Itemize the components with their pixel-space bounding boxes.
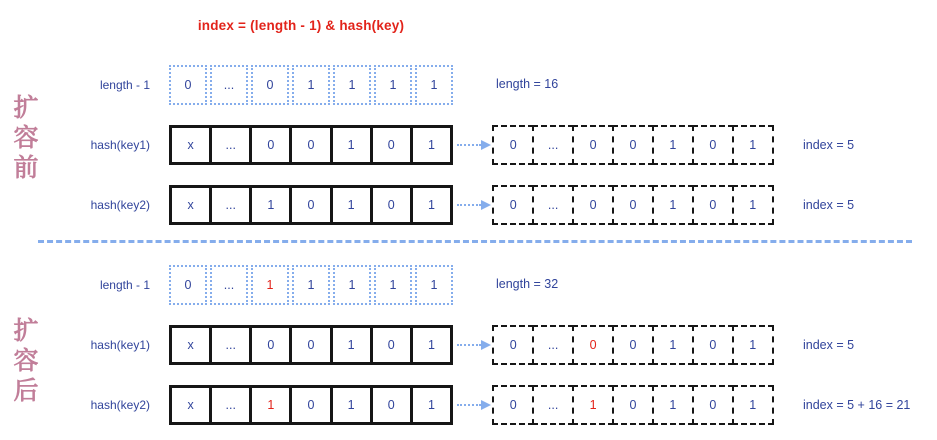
section-label-before-resize: 扩容前 — [13, 94, 39, 182]
dotted-arrow-icon — [457, 144, 481, 146]
bit-cell: 1 — [330, 325, 373, 365]
row-label-hash-key1: hash(key1) — [90, 338, 150, 352]
bit-cell: ... — [209, 325, 252, 365]
row-label-length-minus-1: length - 1 — [99, 278, 150, 292]
bit-cell: 1 — [249, 385, 292, 425]
bit-cell: 0 — [612, 125, 654, 165]
bit-row-hash-key1-after — [169, 325, 453, 365]
bit-cell: 0 — [692, 325, 734, 365]
bit-cell: 1 — [572, 385, 614, 425]
row-label-hash-key2: hash(key2) — [90, 398, 150, 412]
bit-cell: x — [169, 185, 212, 225]
index-result-label: index = 5 — [803, 138, 855, 152]
index-result-label: index = 5 + 16 = 21 — [803, 398, 911, 412]
bit-cell: ... — [210, 65, 248, 105]
result-row-hash-key2-after — [492, 385, 774, 425]
bit-cell: 1 — [732, 385, 774, 425]
bit-cell: 1 — [732, 125, 774, 165]
bit-cell: 0 — [169, 265, 207, 305]
bit-cell: 1 — [333, 265, 371, 305]
bit-cell: ... — [210, 265, 248, 305]
bit-cell: 0 — [572, 125, 614, 165]
bit-cell: 0 — [249, 325, 292, 365]
bit-cell: 0 — [289, 125, 332, 165]
bit-cell: x — [169, 325, 212, 365]
result-row-hash-key1-after — [492, 325, 774, 365]
bit-cell: ... — [209, 385, 252, 425]
bit-cell: 0 — [492, 385, 534, 425]
bit-cell: 1 — [292, 65, 330, 105]
bit-cell: 1 — [652, 325, 694, 365]
bit-cell: 1 — [249, 185, 292, 225]
result-row-hash-key1-before — [492, 125, 774, 165]
section-divider — [38, 240, 912, 243]
bit-cell: ... — [532, 125, 574, 165]
bit-cell: 1 — [410, 125, 453, 165]
bit-cell: ... — [209, 125, 252, 165]
formula-title: index = (length - 1) & hash(key) — [197, 18, 405, 33]
bit-cell: 0 — [289, 185, 332, 225]
bit-cell: 0 — [572, 325, 614, 365]
row-label-hash-key2: hash(key2) — [90, 198, 150, 212]
bit-cell: 0 — [249, 125, 292, 165]
bit-cell: 1 — [415, 65, 453, 105]
bit-cell: 1 — [330, 185, 373, 225]
bit-cell: ... — [532, 185, 574, 225]
bit-row-hash-key2-after — [169, 385, 453, 425]
bit-cell: 0 — [692, 385, 734, 425]
section-label-after-resize: 扩容后 — [13, 317, 39, 405]
bit-cell: 0 — [612, 385, 654, 425]
bit-cell: 0 — [492, 185, 534, 225]
bit-cell: 0 — [169, 65, 207, 105]
bit-cell: 1 — [410, 385, 453, 425]
dotted-arrow-icon — [457, 344, 481, 346]
bit-cell: 0 — [370, 125, 413, 165]
length-value-label: length = 16 — [496, 77, 559, 91]
bit-cell: 1 — [251, 265, 289, 305]
bit-cell: 1 — [652, 385, 694, 425]
bit-cell: ... — [209, 185, 252, 225]
bit-cell: 1 — [330, 385, 373, 425]
result-row-hash-key2-before — [492, 185, 774, 225]
bit-cell: x — [169, 125, 212, 165]
bit-cell: 0 — [289, 325, 332, 365]
bit-cell: 1 — [732, 185, 774, 225]
bit-cell: 0 — [492, 125, 534, 165]
bit-cell: 1 — [374, 265, 412, 305]
bit-cell: 1 — [652, 125, 694, 165]
bit-cell: 0 — [692, 125, 734, 165]
row-label-hash-key1: hash(key1) — [90, 138, 150, 152]
bit-cell: 0 — [572, 185, 614, 225]
dotted-arrow-icon — [457, 404, 481, 406]
bit-cell: 1 — [292, 265, 330, 305]
bit-cell: x — [169, 385, 212, 425]
bit-cell: 0 — [251, 65, 289, 105]
bit-cell: 1 — [415, 265, 453, 305]
bit-cell: 0 — [289, 385, 332, 425]
bit-cell: 1 — [330, 125, 373, 165]
bit-cell: ... — [532, 385, 574, 425]
bit-cell: 0 — [370, 385, 413, 425]
index-result-label: index = 5 — [803, 198, 855, 212]
bit-cell: 1 — [652, 185, 694, 225]
bit-cell: 1 — [732, 325, 774, 365]
bit-cell: 0 — [370, 185, 413, 225]
index-result-label: index = 5 — [803, 338, 855, 352]
bit-cell: ... — [532, 325, 574, 365]
bit-row-length-minus-1-after — [169, 265, 453, 305]
bit-cell: 0 — [692, 185, 734, 225]
bit-cell: 1 — [410, 325, 453, 365]
length-value-label: length = 32 — [496, 277, 559, 291]
bit-cell: 1 — [410, 185, 453, 225]
bit-cell: 0 — [492, 325, 534, 365]
bit-row-length-minus-1-before — [169, 65, 453, 105]
bit-cell: 0 — [612, 325, 654, 365]
row-label-length-minus-1: length - 1 — [99, 78, 150, 92]
bit-cell: 0 — [370, 325, 413, 365]
bit-cell: 1 — [333, 65, 371, 105]
bit-row-hash-key1-before — [169, 125, 453, 165]
bit-cell: 1 — [374, 65, 412, 105]
bit-cell: 0 — [612, 185, 654, 225]
dotted-arrow-icon — [457, 204, 481, 206]
bit-row-hash-key2-before — [169, 185, 453, 225]
